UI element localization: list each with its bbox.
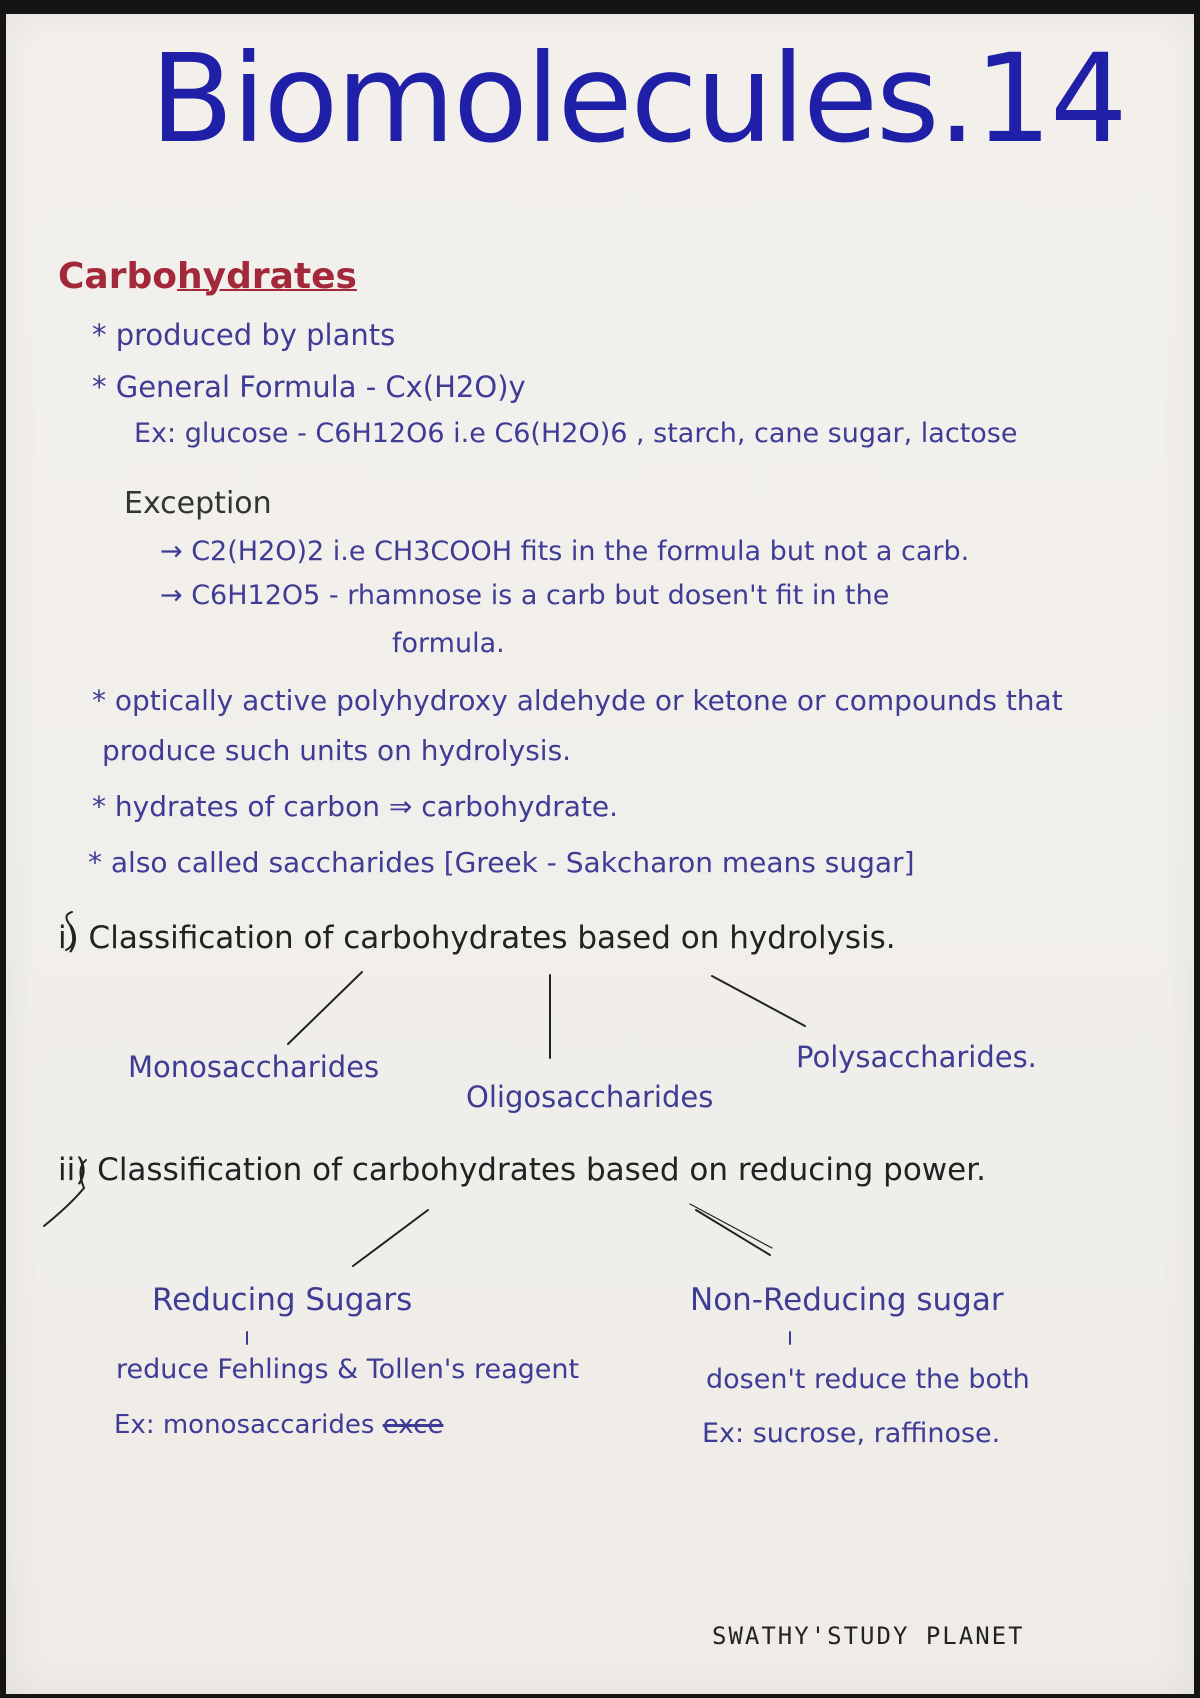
reducing-sugars-desc: reduce Fehlings & Tollen's reagent [116,1354,580,1385]
exception-rhamnose: → C6H12O5 - rhamnose is a carb but dosen't fit in the [160,580,890,611]
bullet-optically-active-cont: produce such units on hydrolysis. [102,734,572,767]
bullet-optically-active: * optically active polyhydroxy aldehyde or ketone or compounds that [92,684,1063,717]
exception-rhamnose-cont: formula. [392,628,505,659]
bullet-hydrates-of-carbon: * hydrates of carbon ⇒ carbohydrate. [92,790,619,823]
example-glucose: Ex: glucose - C6H12O6 i.e C6(H2O)6 , starch, cane sugar, lactose [134,418,1018,449]
heading-prefix: Carbo [58,256,177,297]
class-monosaccharides: Monosaccharides [128,1050,380,1084]
reducing-example-text: Ex: monosaccarides [114,1410,375,1440]
class-polysaccharides: Polysaccharides. [796,1040,1037,1074]
class-oligosaccharides: Oligosaccharides [466,1080,714,1114]
bullet-saccharides: * also called saccharides [Greek - Sakcharon means sugar] [88,846,915,879]
non-reducing-sugar-example: Ex: sucrose, raffinose. [702,1418,1001,1449]
footer-signature: SWATHY'STUDY PLANET [712,1622,1025,1650]
bullet-produced-by-plants: * produced by plants [92,318,396,352]
section-heading [58,256,357,297]
exception-acetic-acid: → C2(H2O)2 i.e CH3COOH fits in the formula but not a carb. [160,536,970,567]
reducing-sugars-label: Reducing Sugars [152,1282,413,1318]
heading-underlined: hydrates [176,256,357,297]
reducing-example-struck: exce [382,1410,444,1440]
exception-label: Exception [124,486,272,521]
reducing-sugars-example [114,1410,443,1440]
bullet-general-formula: * General Formula - Cx(H2O)y [92,370,526,404]
non-reducing-sugar-desc: dosen't reduce the both [706,1364,1030,1395]
non-reducing-sugar-label: Non-Reducing sugar [690,1282,1004,1318]
classification-reducing-title: ii) Classification of carbohydrates based on reducing power. [58,1152,986,1188]
page-title: Biomolecules.14 [150,28,1126,170]
classification-hydrolysis-title: i) Classification of carbohydrates based on hydrolysis. [58,920,896,956]
